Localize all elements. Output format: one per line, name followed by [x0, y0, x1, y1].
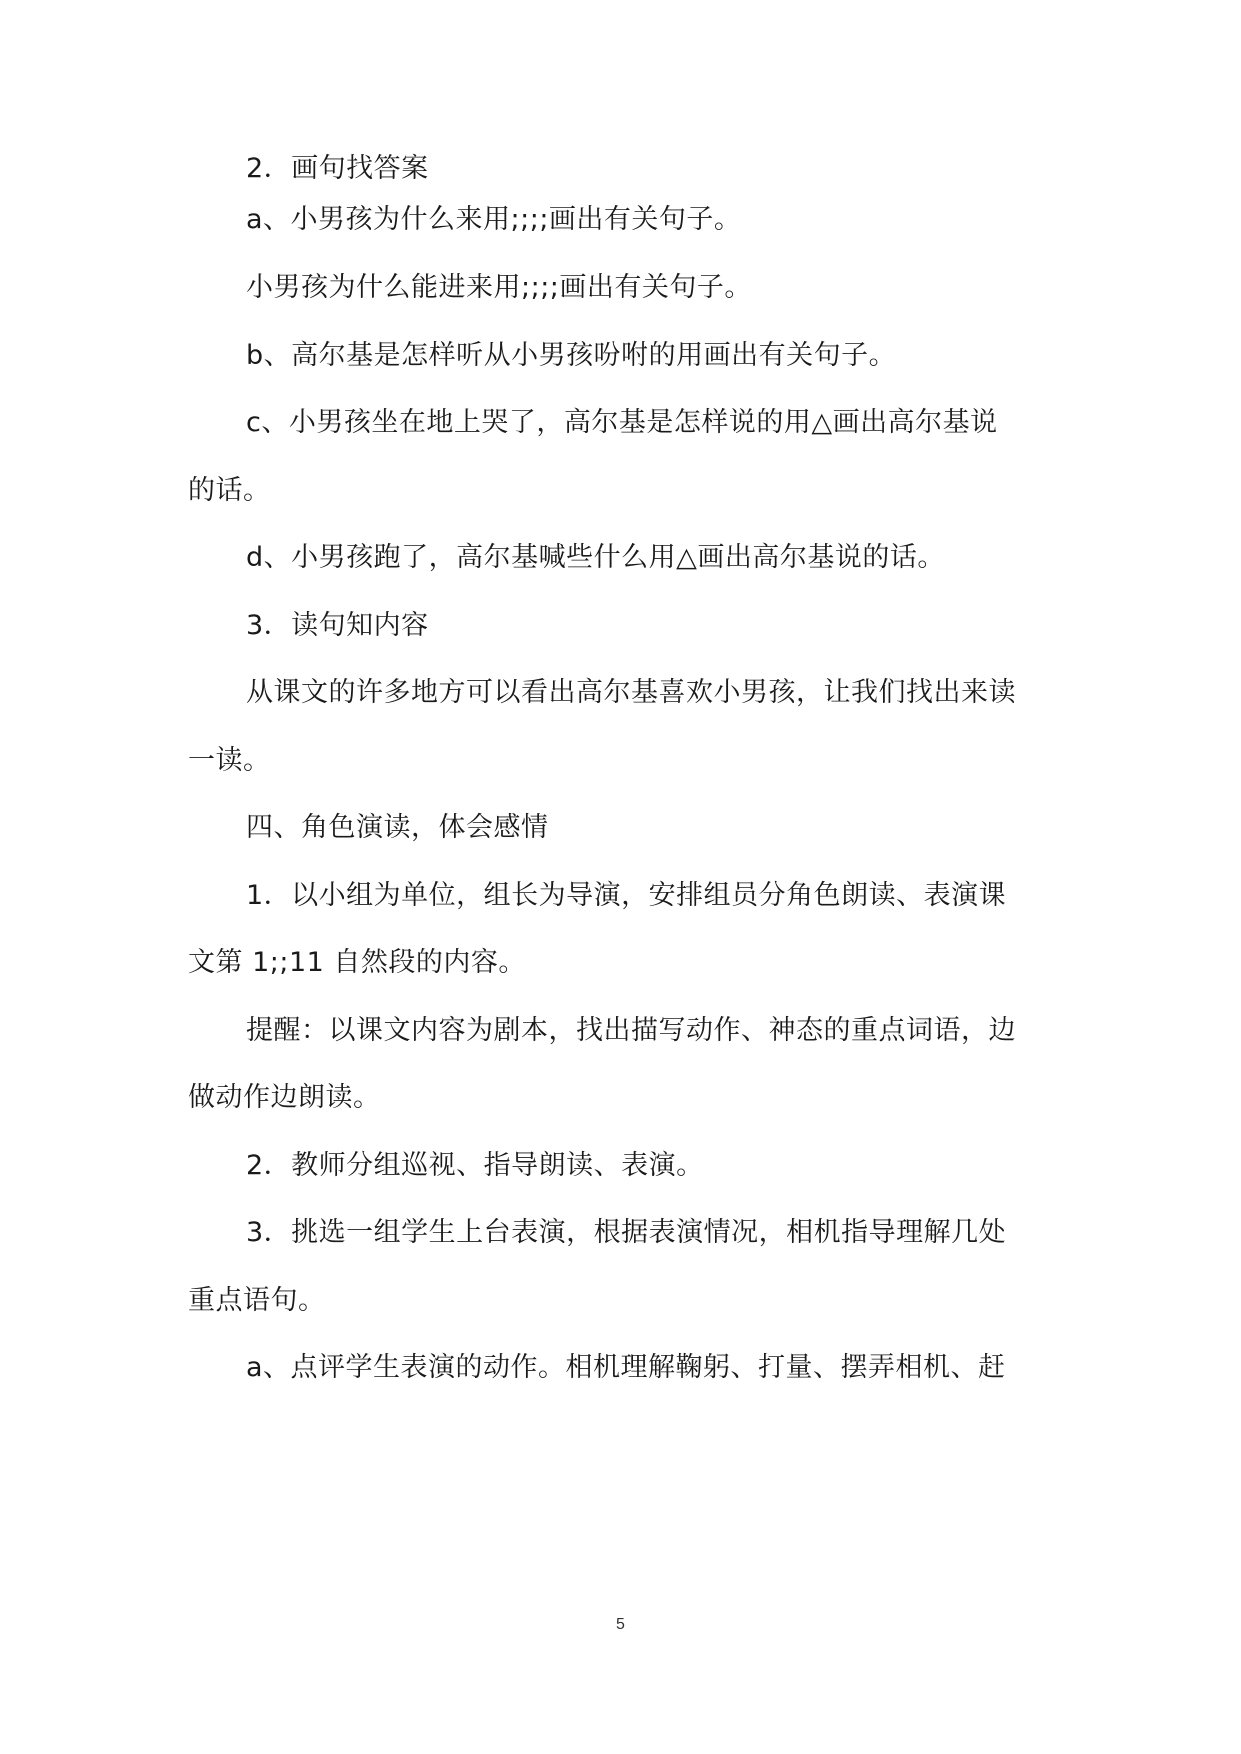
paragraph-line: 提醒：以课文内容为剧本，找出描写动作、神态的重点词语，边: [246, 1015, 1016, 1046]
paragraph-line: 3．挑选一组学生上台表演，根据表演情况，相机指导理解几处: [246, 1217, 1007, 1248]
paragraph-line: 从课文的许多地方可以看出高尔基喜欢小男孩，让我们找出来读: [246, 677, 1016, 708]
paragraph-line: 1．以小组为单位，组长为导演，安排组员分角色朗读、表演课: [246, 880, 1007, 911]
paragraph-line: 小男孩为什么能进来用;;;;画出有关句子。: [246, 272, 752, 303]
paragraph-line: d、小男孩跑了，高尔基喊些什么用△画出高尔基说的话。: [246, 542, 945, 573]
paragraph-line: 文第 1;;11 自然段的内容。: [188, 947, 526, 978]
section-heading-2: 2．画句找答案: [246, 153, 429, 184]
section-heading-4: 四、角色演读，体会感情: [246, 812, 549, 843]
paragraph-line: b、高尔基是怎样听从小男孩吩咐的用画出有关句子。: [246, 340, 897, 371]
paragraph-line: 2．教师分组巡视、指导朗读、表演。: [246, 1150, 704, 1181]
paragraph-line: 的话。: [188, 475, 271, 506]
paragraph-line: a、小男孩为什么来用;;;;画出有关句子。: [246, 204, 742, 235]
section-heading-3: 3．读句知内容: [246, 610, 429, 641]
paragraph-line: c、小男孩坐在地上哭了，高尔基是怎样说的用△画出高尔基说: [246, 407, 998, 438]
paragraph-line: a、点评学生表演的动作。相机理解鞠躬、打量、摆弄相机、赶: [246, 1352, 1006, 1383]
paragraph-line: 重点语句。: [188, 1285, 326, 1316]
paragraph-line: 一读。: [188, 745, 271, 776]
paragraph-line: 做动作边朗读。: [188, 1082, 381, 1113]
page-number: 5: [616, 1616, 625, 1633]
